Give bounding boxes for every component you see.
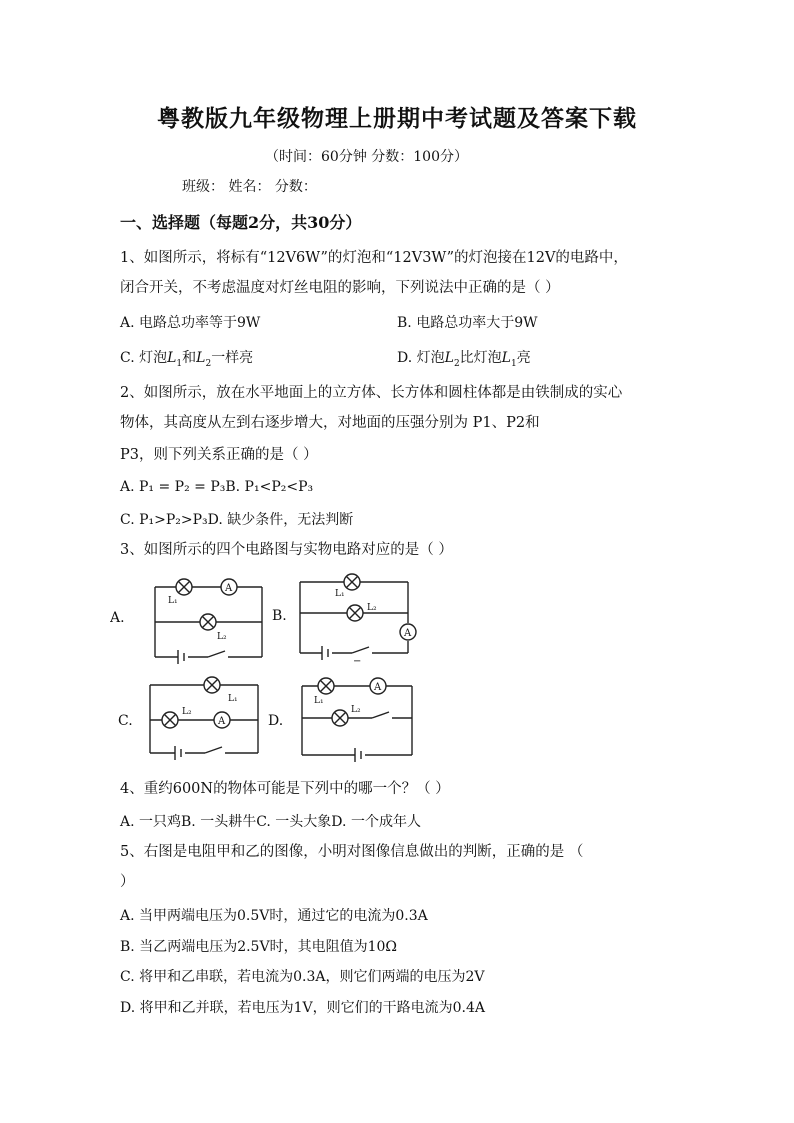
circuit-c-label: C. bbox=[118, 713, 133, 729]
circuit-b bbox=[300, 574, 416, 660]
label-l2-a: L₂ bbox=[217, 632, 227, 642]
q3-line1: 3、如图所示的四个电路图与实物电路对应的是（ ） bbox=[120, 542, 453, 558]
section-title: 一、选择题（每题2分，共30分） bbox=[120, 213, 362, 232]
circuit-b-label: B. bbox=[272, 608, 287, 624]
ammeter-b: A bbox=[404, 628, 412, 639]
q1-line1: 1、如图所示，将标有“12V6W”的灯泡和“12V3W”的灯泡接在12V的电路中， bbox=[120, 250, 628, 266]
circuit-a-label: A. bbox=[110, 610, 125, 626]
ammeter-a: A bbox=[225, 583, 233, 594]
q2-line2: 物体，其高度从左到右逐步增大，对地面的压强分别为 P1、P2和 bbox=[120, 415, 540, 431]
circuit-a bbox=[155, 579, 262, 664]
label-l2-c: L₂ bbox=[182, 707, 192, 717]
circuit-d bbox=[302, 678, 412, 762]
circuit-c bbox=[150, 677, 258, 760]
label-l2-b: L₂ bbox=[367, 603, 377, 613]
q5-option-b: B. 当乙两端电压为2.5V时，其电阻值为10Ω bbox=[120, 939, 397, 955]
info-line: 班级： 姓名： 分数： bbox=[182, 179, 317, 195]
q4-line1: 4、重约600N的物体可能是下列中的哪一个？（ ） bbox=[120, 781, 450, 797]
q1-option-c: C. 灯泡$L_1$和$L_2$一样亮 bbox=[120, 350, 254, 369]
circuit-d-label: D. bbox=[268, 713, 284, 729]
label-l1-b: L₁ bbox=[335, 589, 345, 599]
minus-sign-b: − bbox=[353, 656, 362, 667]
label-l1-c: L₁ bbox=[228, 694, 238, 704]
label-l1-d: L₁ bbox=[314, 696, 324, 706]
q1-line2: 闭合开关，不考虑温度对灯丝电阻的影响，下列说法中正确的是（ ） bbox=[120, 280, 560, 296]
ammeter-c: A bbox=[218, 716, 226, 727]
q4-options: A. 一只鸡B. 一头耕牛C. 一头大象D. 一个成年人 bbox=[120, 814, 421, 830]
q1-option-b: B. 电路总功率大于9W bbox=[397, 315, 538, 331]
q1-option-d: D. 灯泡$L_2$比灯泡$L_1$亮 bbox=[397, 350, 531, 369]
q1-option-a: A. 电路总功率等于9W bbox=[120, 315, 261, 331]
label-l2-d: L₂ bbox=[351, 705, 361, 715]
time-score: （时间：60分钟 分数：100分） bbox=[265, 149, 468, 165]
q2-options-cd: C. P₁>P₂>P₃D. 缺少条件，无法判断 bbox=[120, 512, 354, 528]
q5-option-c: C. 将甲和乙串联，若电流为0.3A，则它们两端的电压为2V bbox=[120, 969, 485, 985]
q5-line2: ） bbox=[120, 874, 135, 890]
label-l1-a: L₁ bbox=[168, 596, 178, 606]
circuit-diagrams bbox=[110, 565, 430, 770]
q5-option-a: A. 当甲两端电压为0.5V时，通过它的电流为0.3A bbox=[120, 908, 428, 924]
q2-line3: P3，则下列关系正确的是（ ） bbox=[120, 447, 318, 463]
page-title: 粤教版九年级物理上册期中考试题及答案下载 bbox=[157, 105, 637, 132]
q2-options-ab: A. P₁ = P₂ = P₃B. P₁<P₂<P₃ bbox=[120, 479, 314, 495]
q5-option-d: D. 将甲和乙并联，若电压为1V，则它们的干路电流为0.4A bbox=[120, 1000, 486, 1016]
q2-line1: 2、如图所示，放在水平地面上的立方体、长方体和圆柱体都是由铁制成的实心 bbox=[120, 385, 623, 401]
ammeter-d: A bbox=[374, 682, 382, 693]
q5-line1: 5、右图是电阻甲和乙的图像，小明对图像信息做出的判断，正确的是 （ bbox=[120, 844, 584, 860]
